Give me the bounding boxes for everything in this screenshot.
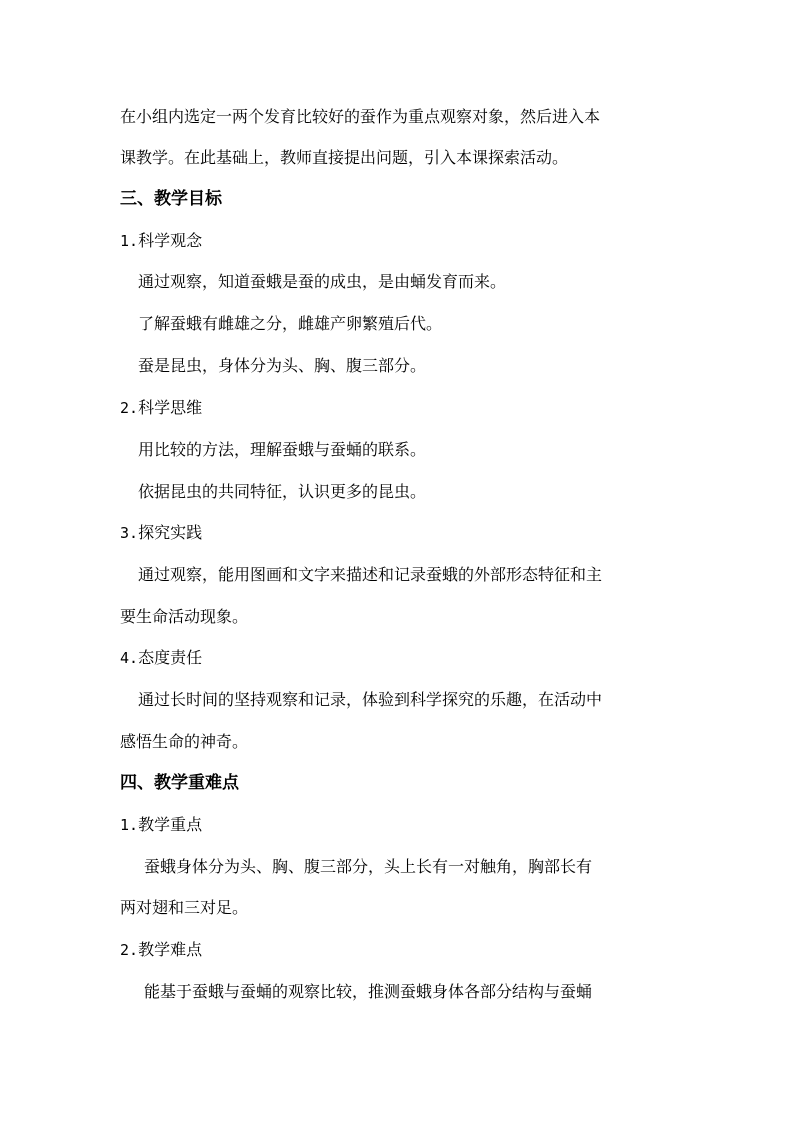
subheading-scientific-concepts xyxy=(120,230,202,252)
goal4-line-2: 感悟生命的神奇。 xyxy=(120,732,249,751)
subheading-teaching-difficulties xyxy=(120,939,202,961)
subheading-title: 教学重点 xyxy=(138,815,203,834)
key-line-1: 蚕蛾身体分为头、胸、腹三部分，头上长有一对触角，胸部长有 xyxy=(144,857,593,876)
section-heading-key-difficult-points: 四、教学重难点 xyxy=(120,773,239,793)
subheading-number: 1. xyxy=(120,816,139,834)
subheading-title: 探究实践 xyxy=(138,523,203,542)
difficulty-line-1: 能基于蚕蛾与蚕蛹的观察比较，推测蚕蛾身体各部分结构与蚕蛹 xyxy=(144,982,593,1001)
goal1-item-2: 了解蚕蛾有雌雄之分，雌雄产卵繁殖后代。 xyxy=(138,314,443,333)
key-line-2: 两对翅和三对足。 xyxy=(120,898,249,917)
subheading-title: 科学思维 xyxy=(138,398,203,417)
goal3-line-1: 通过观察，能用图画和文字来描述和记录蚕蛾的外部形态特征和主 xyxy=(138,565,603,584)
subheading-scientific-thinking xyxy=(120,397,202,419)
subheading-number: 3. xyxy=(120,524,139,542)
goal1-item-3: 蚕是昆虫，身体分为头、胸、腹三部分。 xyxy=(138,356,427,375)
subheading-teaching-key-points xyxy=(120,814,202,836)
subheading-number: 4. xyxy=(120,649,139,667)
goal2-item-2: 依据昆虫的共同特征，认识更多的昆虫。 xyxy=(138,482,427,501)
intro-line-2: 课教学。在此基础上，教师直接提出问题，引入本课探索活动。 xyxy=(120,148,569,167)
goal2-item-1: 用比较的方法，理解蚕蛾与蚕蛹的联系。 xyxy=(138,440,427,459)
intro-line-1: 在小组内选定一两个发育比较好的蚕作为重点观察对象，然后进入本 xyxy=(120,107,601,126)
goal1-item-1: 通过观察，知道蚕蛾是蚕的成虫，是由蛹发育而来。 xyxy=(138,272,507,291)
subheading-title: 科学观念 xyxy=(138,231,203,250)
subheading-attitude-responsibility xyxy=(120,647,202,669)
goal4-line-1: 通过长时间的坚持观察和记录，体验到科学探究的乐趣，在活动中 xyxy=(138,690,603,709)
subheading-title: 态度责任 xyxy=(138,648,203,667)
subheading-number: 2. xyxy=(120,399,139,417)
subheading-number: 2. xyxy=(120,941,139,959)
subheading-title: 教学难点 xyxy=(138,940,203,959)
goal3-line-2: 要生命活动现象。 xyxy=(120,607,249,626)
section-heading-teaching-goals: 三、教学目标 xyxy=(120,189,222,209)
subheading-number: 1. xyxy=(120,232,139,250)
subheading-inquiry-practice xyxy=(120,522,202,544)
